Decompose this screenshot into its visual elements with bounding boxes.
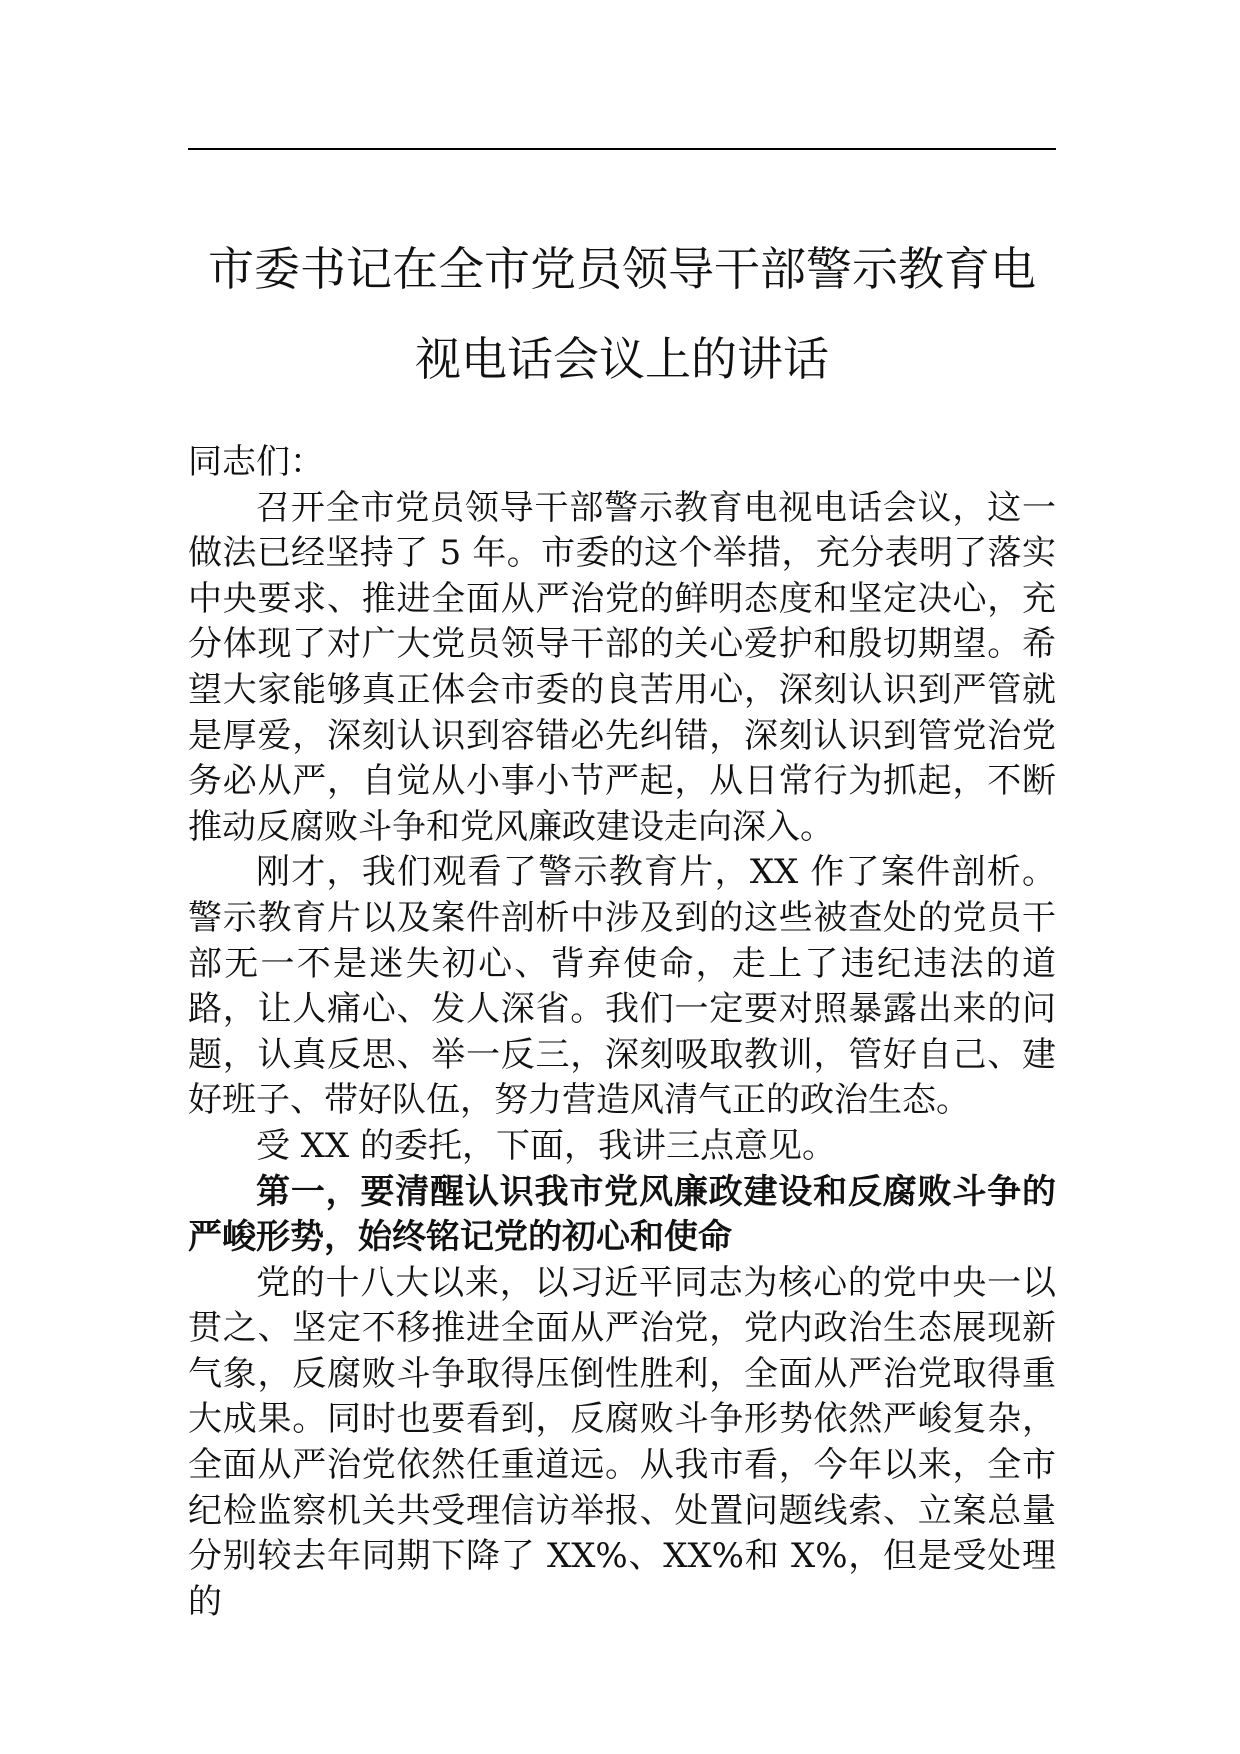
paragraph-1: 召开全市党员领导干部警示教育电视电话会议，这一做法已经坚持了 5 年。市委的这个举措，充分表明了落实中央要求、推进全面从严治党的鲜明态度和坚定决心，充分体现了对广大党员领导干部的关心爱护和殷切期望。希望大家能够真正体会市委的良苦用心，深刻认识到严管就是厚爱，深刻认识到容错必先纠错，深刻认识到管党治党务必从严，自觉从小事小节严起，从日常行为抓起，不断推动反腐败斗争和党风廉政建设走向深入。 [188,487,1056,847]
paragraph-4: 党的十八大以来，以习近平同志为核心的党中央一以贯之、坚定不移推进全面从严治党，党内政治生态展现新气象，反腐败斗争取得压倒性胜利，全面从严治党取得重大成果。同时也要看到，反腐败斗争形势依然严峻复杂，全面从严治党依然任重道远。从我市看，今年以来，全市纪检监察机关共受理信访举报、处置问题线索、立案总量分别较去年同期下降了 XX%、XX%和 X%，但是受处理的 [188,1262,1056,1622]
title-line-2: 视电话会议上的讲话 [415,332,829,386]
paragraph-3: 受 XX 的委托，下面，我讲三点意见。 [256,1125,837,1166]
title-line-1: 市委书记在全市党员领导干部警示教育电 [208,242,1036,296]
document-body [188,440,1056,1625]
document-title [188,224,1056,404]
paragraph-2: 刚才，我们观看了警示教育片，XX 作了案件剖析。警示教育片以及案件剖析中涉及到的这些被查处的党员干部无一不是迷失初心、背弃使命，走上了违纪违法的道路，让人痛心、发人深省。我们一定要对照暴露出来的问题，认真反思、举一反三，深刻吸取教训，管好自己、建好班子、带好队伍，努力营造风清气正的政治生态。 [188,852,1056,1121]
header-rule [188,148,1056,150]
section-heading-1: 第一，要清醒认识我市党风廉政建设和反腐败斗争的严峻形势，始终铭记党的初心和使命 [188,1171,1056,1258]
salutation: 同志们： [188,442,324,482]
